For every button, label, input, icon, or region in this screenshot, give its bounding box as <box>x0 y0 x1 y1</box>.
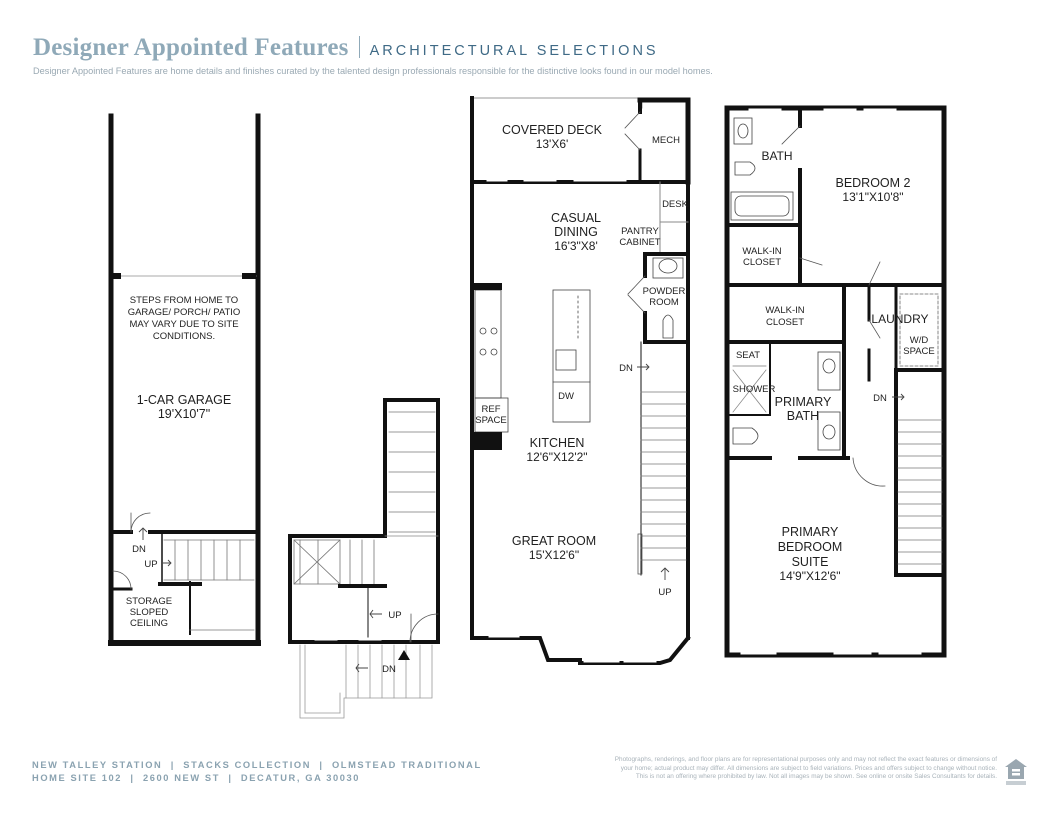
casual-dining-size: 16'3"X8' <box>554 239 598 253</box>
powder-room-label: ROOM <box>649 297 679 308</box>
desk-label: DESK <box>662 199 688 210</box>
arrow-up-icon <box>139 528 147 540</box>
primary-suite-label: PRIMARY <box>781 525 839 539</box>
kitchen-label: KITCHEN <box>529 436 585 450</box>
covered-deck-label: COVERED DECK <box>501 123 603 137</box>
ref-space-label: REF <box>481 404 501 415</box>
walk-in-closet-label: WALK-IN <box>742 246 782 257</box>
disclaimer-line: Photographs, renderings, and floor plans are for representational purposes only and may not reflect the exact features or dimensions of <box>614 756 997 763</box>
walk-in-closet-label: CLOSET <box>765 317 805 328</box>
bath-label: BATH <box>761 149 793 163</box>
arrow-right-icon <box>637 364 649 370</box>
dishwasher-label: DW <box>558 391 574 402</box>
walk-in-closet-label: CLOSET <box>742 257 782 268</box>
pantry-label: PANTRY <box>621 226 659 237</box>
seat-label: SEAT <box>735 350 761 361</box>
arrow-right-icon <box>163 560 171 566</box>
bedroom-2-size: 13'1"X10'8" <box>842 190 904 204</box>
page-subtitle: ARCHITECTURAL SELECTIONS <box>369 43 659 59</box>
wd-space-label: SPACE <box>903 346 935 357</box>
primary-suite-size: 14'9"X12'6" <box>779 569 841 583</box>
disclaimer-line: your home; actual product may differ. All dimensions are subject to field variations. Prices and offers subject to change without notice. <box>620 764 997 772</box>
casual-dining-label: CASUAL <box>550 211 602 225</box>
stair-up-label: UP <box>144 559 158 570</box>
great-room-label: GREAT ROOM <box>511 534 597 548</box>
stair-up-label: UP <box>388 610 402 621</box>
equal-housing-icon <box>1004 757 1028 787</box>
stair-dn-label: DN <box>873 393 887 404</box>
entry-plan <box>290 400 438 718</box>
primary-suite-label: SUITE <box>791 555 829 569</box>
footer-line-2: HOME SITE 102 | 2600 NEW ST | DECATUR, GA 30030 <box>32 773 361 783</box>
walk-in-closet-label: WALK-IN <box>765 305 805 316</box>
main-level-plan <box>472 98 688 663</box>
primary-bath-label: BATH <box>786 409 820 423</box>
storage-label: CEILING <box>129 618 169 629</box>
pantry-label: CABINET <box>619 237 661 248</box>
garage-note: GARAGE/ PORCH/ PATIO <box>127 307 241 318</box>
garage-note: STEPS FROM HOME TO <box>129 295 239 306</box>
disclaimer <box>517 756 997 782</box>
stair-up-label: UP <box>658 587 672 598</box>
primary-bath-label: PRIMARY <box>774 395 832 409</box>
arrow-left-icon <box>370 610 382 618</box>
primary-suite-label: BEDROOM <box>777 540 843 554</box>
arrow-left-icon <box>356 664 368 672</box>
storage-label: STORAGE <box>125 596 173 607</box>
page-description: Designer Appointed Features are home details and finishes curated by the talented design professionals responsible for the distinctive looks found in our model homes. <box>33 66 713 76</box>
stair-dn-label: DN <box>382 664 396 675</box>
ref-space-label: SPACE <box>475 415 507 426</box>
powder-room-label: POWDER <box>642 286 686 297</box>
arrow-up-icon <box>661 568 669 580</box>
storage-label: SLOPED <box>129 607 169 618</box>
front-entry-icon <box>398 650 410 660</box>
garage-label: 1-CAR GARAGE <box>136 393 232 407</box>
disclaimer-line: This is not an offering where prohibited by law. Not all images may be shown. See online or onsite Sales Consultants for details. <box>635 773 997 781</box>
wd-space-label: W/D <box>909 335 929 346</box>
covered-deck-size: 13'X6' <box>535 137 569 151</box>
shower-label: SHOWER <box>732 384 776 395</box>
garage-size: 19'X10'7" <box>157 407 211 421</box>
kitchen-size: 12'6"X12'2" <box>526 450 588 464</box>
footer-line-1: NEW TALLEY STATION | STACKS COLLECTION | OLMSTEAD TRADITIONAL <box>32 760 482 770</box>
stair-dn-label: DN <box>132 544 146 555</box>
footer-address <box>32 759 482 785</box>
garage-note: MAY VARY DUE TO SITE <box>129 319 239 330</box>
laundry-label: LAUNDRY <box>871 312 929 326</box>
garage-note: CONDITIONS. <box>152 331 216 342</box>
great-room-size: 15'X12'6" <box>528 548 580 562</box>
garage-plan <box>111 116 258 643</box>
casual-dining-label: DINING <box>554 225 598 239</box>
mech-label: MECH <box>652 135 680 146</box>
room-labels <box>126 123 935 675</box>
page-title: Designer Appointed Features <box>33 34 349 61</box>
bedroom-2-label: BEDROOM 2 <box>835 176 911 190</box>
stair-dn-label: DN <box>619 363 633 374</box>
